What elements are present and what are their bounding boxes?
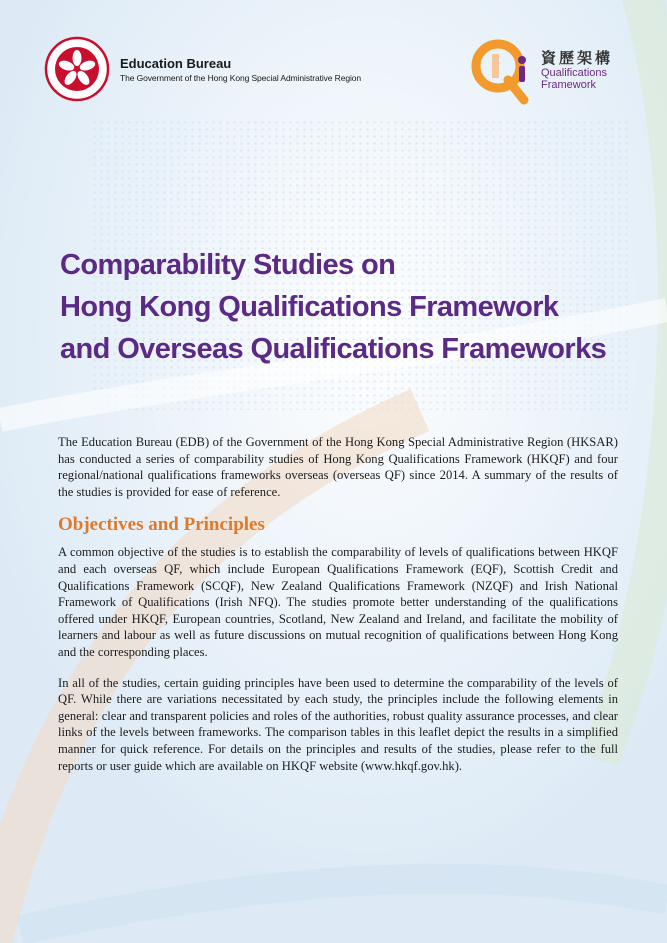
qf-english-line2: Framework xyxy=(541,79,597,91)
principles-paragraph: In all of the studies, certain guiding principles have been used to determine the comparability of the levels of QF. While there are variations necessitated by each study, the principles include the following elements in general: clear and transparent policies and roles of the authorities, robust quality assurance processes, and clear links of the levels between frameworks. The comparison tables in this leaflet depict the results in a simplified manner for quick reference. For details on the principles and results of the studies, please refer to the full reports or user guide which are available on HKQF website (www.hkqf.gov.hk). xyxy=(58,675,618,773)
section-heading: Objectives and Principles xyxy=(58,514,265,536)
main-content xyxy=(58,434,618,788)
intro-paragraph: The Education Bureau (EDB) of the Government of the Hong Kong Special Administrative Region (HKSAR) has conducted a series of comparability studies of Hong Kong Qualifications Framework (HKQF) and four regional/national qualifications frameworks overseas (overseas QF) since 2014. A summary of the results of the studies is provided for ease of reference. xyxy=(58,435,618,499)
page-header xyxy=(0,0,667,120)
org-name: Education Bureau xyxy=(120,56,232,71)
qf-chinese-name: 資歷架構 xyxy=(541,49,614,67)
qf-english-line1: Qualifications xyxy=(541,67,608,79)
page-title xyxy=(60,244,650,370)
title-line-2: Hong Kong Qualifications Framework xyxy=(60,291,559,323)
title-line-3: and Overseas Qualifications Frameworks xyxy=(60,333,607,365)
qf-english-name xyxy=(541,67,607,91)
org-subtitle: The Government of the Hong Kong Special Administrative Region xyxy=(120,73,362,83)
qf-logo-icon xyxy=(466,34,538,106)
objectives-paragraph: A common objective of the studies is to establish the comparability of levels of qualifications between HKQF and each overseas QF, which include European Qualifications Framework (EQF), Scottish Credit and Qualifications Framework (SCQF), New Zealand Qualifications Framework (NZQF) and Irish National Framework of Qualifications (Irish NFQ). The studies promote better understanding of the qualifications offered under HKQF, European countries, Scotland, New Zealand and Ireland, and facilitate the mobility of learners and labour as well as future discussions on mutual recognition of qualifications between Hong Kong and the corresponding places. xyxy=(58,545,618,659)
title-line-1: Comparability Studies on xyxy=(60,249,396,281)
hksar-emblem-icon xyxy=(44,36,110,102)
